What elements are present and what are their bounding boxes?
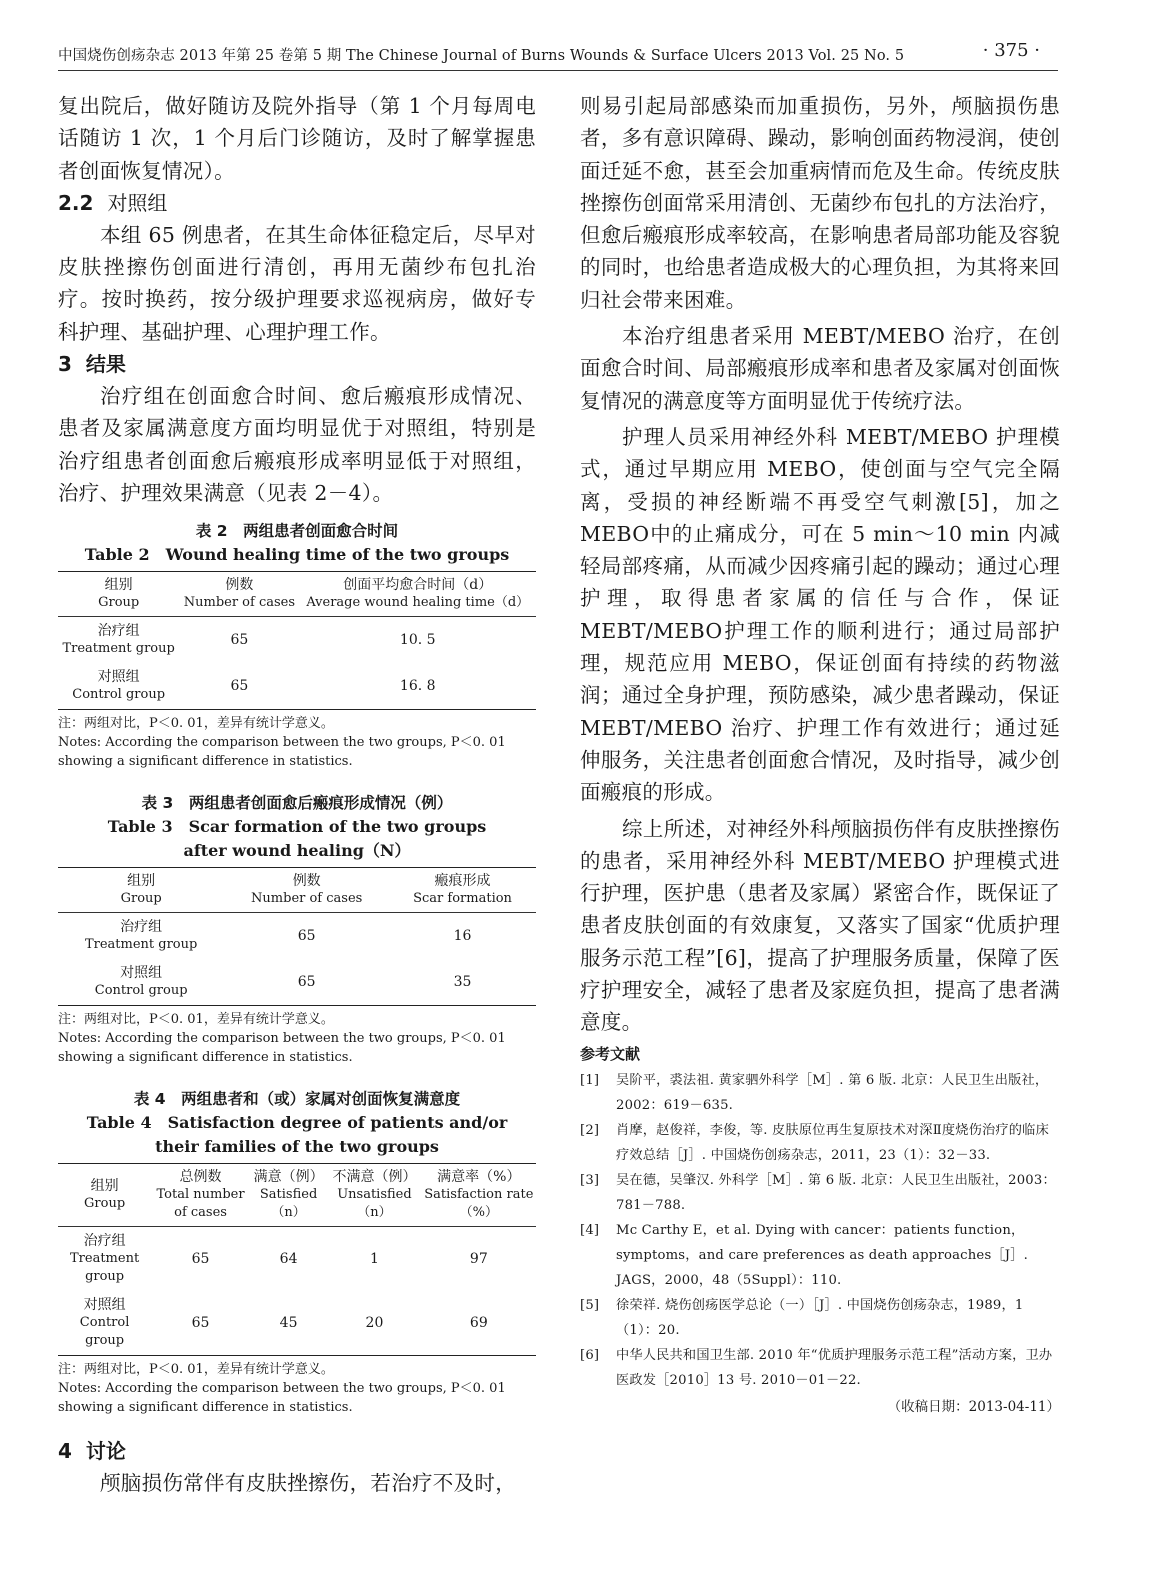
continuation-paragraph: 复出院后，做好随访及院外指导（第 1 个月每周电话随访 1 次，1 个月后门诊随访，及时了解掌握患者创面恢复情况）。: [58, 94, 536, 183]
table-row: 对照组 Control group 65 35: [94, 965, 472, 999]
section-title: 结果: [85, 352, 126, 377]
column-header: 组别 Group: [58, 1164, 151, 1227]
reference-list: [580, 1068, 1060, 1393]
table-row: 治疗组 Treatment group 65 10. 5: [62, 623, 436, 657]
table-4: [58, 1087, 536, 1417]
discussion-paragraph: 护理人员采用神经外科 MEBT/MEBO 护理模式，通过早期应用 MEBO，使创面与空气完全隔离，受损的神经断端不再受空气刺激[5]，加之MEBO中的止痛成分，可在 5 min～10 min 内减轻局部疼痛，从而减少因疼痛引起的躁动；通过心理护理，取得患者家属的信任与合作，保证 MEBT/MEBO护理工作的顺利进行；通过局部护理，规范应用 MEBO，保证创面有持续的药物滋润；通过全身护理，预防感染，减少患者躁动，保证 MEBT/MEBO 治疗、护理工作有效进行；通过延伸服务，关注患者创面愈合情况，及时指导，减少创面瘢痕的形成。: [580, 424, 1060, 805]
table-note: 注：两组对比，P＜0. 01，差异有统计学意义。 Notes: According the comparison between the two groups, P＜0. 01 showing a significant difference in statistics.: [58, 1362, 506, 1416]
received-date: （收稿日期：2013-04-11）: [887, 1398, 1060, 1415]
table-caption-cn: 表 3 两组患者创面愈后瘢痕形成情况（例）: [141, 794, 453, 813]
reference-item: [3] 吴在德，吴肇汉. 外科学［M］. 第 6 版. 北京：人民卫生出版社，2003：781－788.: [580, 1172, 1056, 1213]
references-heading: 参考文献: [580, 1044, 641, 1063]
table-caption-cn: 表 2 两组患者创面愈合时间: [195, 522, 399, 541]
table-row: 治疗组 Treatment group 65 64 1 97: [70, 1233, 488, 1285]
table-caption-en: their families of the two groups: [155, 1137, 439, 1157]
conclusion-paragraph: 综上所述，对神经外科颅脑损伤伴有皮肤挫擦伤的患者，采用神经外科 MEBT/MEBO 护理模式进行护理，医护患（患者及家属）紧密合作，既保证了患者皮肤创面的有效康复，又落实了国家“优质护理服务示范工程”[6]，提高了护理服务质量，保障了医疗护理安全，减轻了患者及家庭负担，提高了患者满意度。: [580, 816, 1060, 1035]
results-paragraph: 治疗组在创面愈合时间、愈后瘢痕形成情况、患者及家属满意度方面均明显优于对照组，特别是治疗组患者创面愈后瘢痕形成率明显低于对照组，治疗、护理效果满意（见表 2－4）。: [58, 384, 536, 505]
table-note: 注：两组对比，P＜0. 01，差异有统计学意义。 Notes: According the comparison between the two groups, P＜0. 01 showing a significant difference in statistics.: [58, 716, 506, 770]
column-header: 满意率（%） Satisfaction rate（%）: [422, 1164, 536, 1227]
data-table: [58, 571, 536, 710]
column-header: 例数 Number of cases: [179, 572, 299, 617]
column-header: 创面平均愈合时间（d） Average wound healing time（d）: [299, 572, 536, 617]
table-caption-en: Table 2 Wound healing time of the two groups: [84, 545, 510, 565]
section-title: 讨论: [85, 1439, 126, 1464]
column-header: 满意（例） Satisfied（n）: [250, 1164, 327, 1227]
table-caption-cn: 表 4 两组患者和（或）家属对创面恢复满意度: [133, 1090, 461, 1109]
reference-item: [4] Mc Carthy E，et al. Dying with cancer：patients function，symptoms，and care preferences as death approaches［J］. JAGS，2000，48（5Suppl）：110.: [580, 1222, 1029, 1288]
column-header: 组别 Group: [58, 868, 224, 913]
section-3-heading: [58, 348, 536, 380]
column-header: 总例数 Total number of cases: [151, 1164, 250, 1227]
reference-item: [5] 徐荣祥. 烧伤创疡医学总论（一）［J］. 中国烧伤创疡杂志，1989，1（1）：20.: [580, 1297, 1024, 1338]
column-header: 瘢痕形成 Scar formation: [389, 868, 536, 913]
running-header: [58, 38, 1058, 71]
table-caption-en: Table 4 Satisfaction degree of patients and/or: [86, 1113, 508, 1133]
column-header: 组别 Group: [58, 572, 179, 617]
table-row: 对照组 Control group 65 16. 8: [72, 669, 436, 703]
data-table: [58, 867, 536, 1006]
right-column: [580, 90, 1060, 1415]
section-number: 2.2: [58, 190, 94, 215]
page-number: · 375 ·: [982, 40, 1040, 61]
journal-title: 中国烧伤创疡杂志 2013 年第 25 卷第 5 期 The Chinese Journal of Burns Wounds & Surface Ulcers 2013 Vol. 25 No. 5: [58, 48, 905, 64]
table-3: [58, 791, 536, 1067]
section-number: 3: [58, 352, 72, 377]
discussion-paragraph-continued: 则易引起局部感染而加重损伤，另外，颅脑损伤患者，多有意识障碍、躁动，影响创面药物浸润，使创面迁延不愈，甚至会加重病情而危及生命。传统皮肤挫擦伤创面常采用清创、无菌纱布包扎的方法治疗，但愈后瘢痕形成率较高，在影响患者局部功能及容貌的同时，也给患者造成极大的心理负担，为其将来回归社会带来困难。: [580, 94, 1060, 312]
table-caption-en: Table 3 Scar formation of the two groups: [107, 817, 487, 837]
section-4-heading: [58, 1435, 536, 1467]
data-table: [58, 1163, 536, 1356]
section-title: 对照组: [107, 190, 168, 215]
table-row: 治疗组 Treatment group 65 16: [84, 919, 472, 953]
left-column: [58, 90, 536, 1500]
table-2: [58, 519, 536, 771]
column-header: 不满意（例） Unsatisfied（n）: [327, 1164, 421, 1227]
reference-item: [1] 吴阶平，裘法祖. 黄家驷外科学［M］. 第 6 版. 北京：人民卫生出版社，2002：619－635.: [580, 1072, 1049, 1113]
reference-item: [6] 中华人民共和国卫生部. 2010 年“优质护理服务示范工程”活动方案，卫办医政发［2010］13 号. 2010－01－22.: [580, 1347, 1053, 1388]
discussion-paragraph: 颅脑损伤常伴有皮肤挫擦伤，若治疗不及时，: [100, 1471, 516, 1496]
section-number: 4: [58, 1439, 72, 1464]
reference-item: [2] 肖摩，赵俊祥，李俊，等. 皮肤原位再生复原技术对深Ⅱ度烧伤治疗的临床疗效总结［J］. 中国烧伤创疡杂志，2011，23（1）：32－33.: [580, 1122, 1049, 1163]
table-note: 注：两组对比，P＜0. 01，差异有统计学意义。 Notes: According the comparison between the two groups, P＜0. 01 showing a significant difference in statistics.: [58, 1012, 506, 1066]
table-row: 对照组 Control group 65 45 20 69: [79, 1297, 488, 1349]
control-group-paragraph: 本组 65 例患者，在其生命体征稳定后，尽早对皮肤挫擦伤创面进行清创，再用无菌纱布包扎治疗。按时换药，按分级护理要求巡视病房，做好专科护理、基础护理、心理护理工作。: [58, 222, 536, 344]
discussion-paragraph: 本治疗组患者采用 MEBT/MEBO 治疗，在创面愈合时间、局部瘢痕形成率和患者及家属对创面恢复情况的满意度等方面明显优于传统疗法。: [580, 324, 1060, 413]
section-2-2-heading: [58, 187, 536, 219]
column-header: 例数 Number of cases: [224, 868, 389, 913]
table-caption-en: after wound healing（N）: [183, 841, 411, 861]
